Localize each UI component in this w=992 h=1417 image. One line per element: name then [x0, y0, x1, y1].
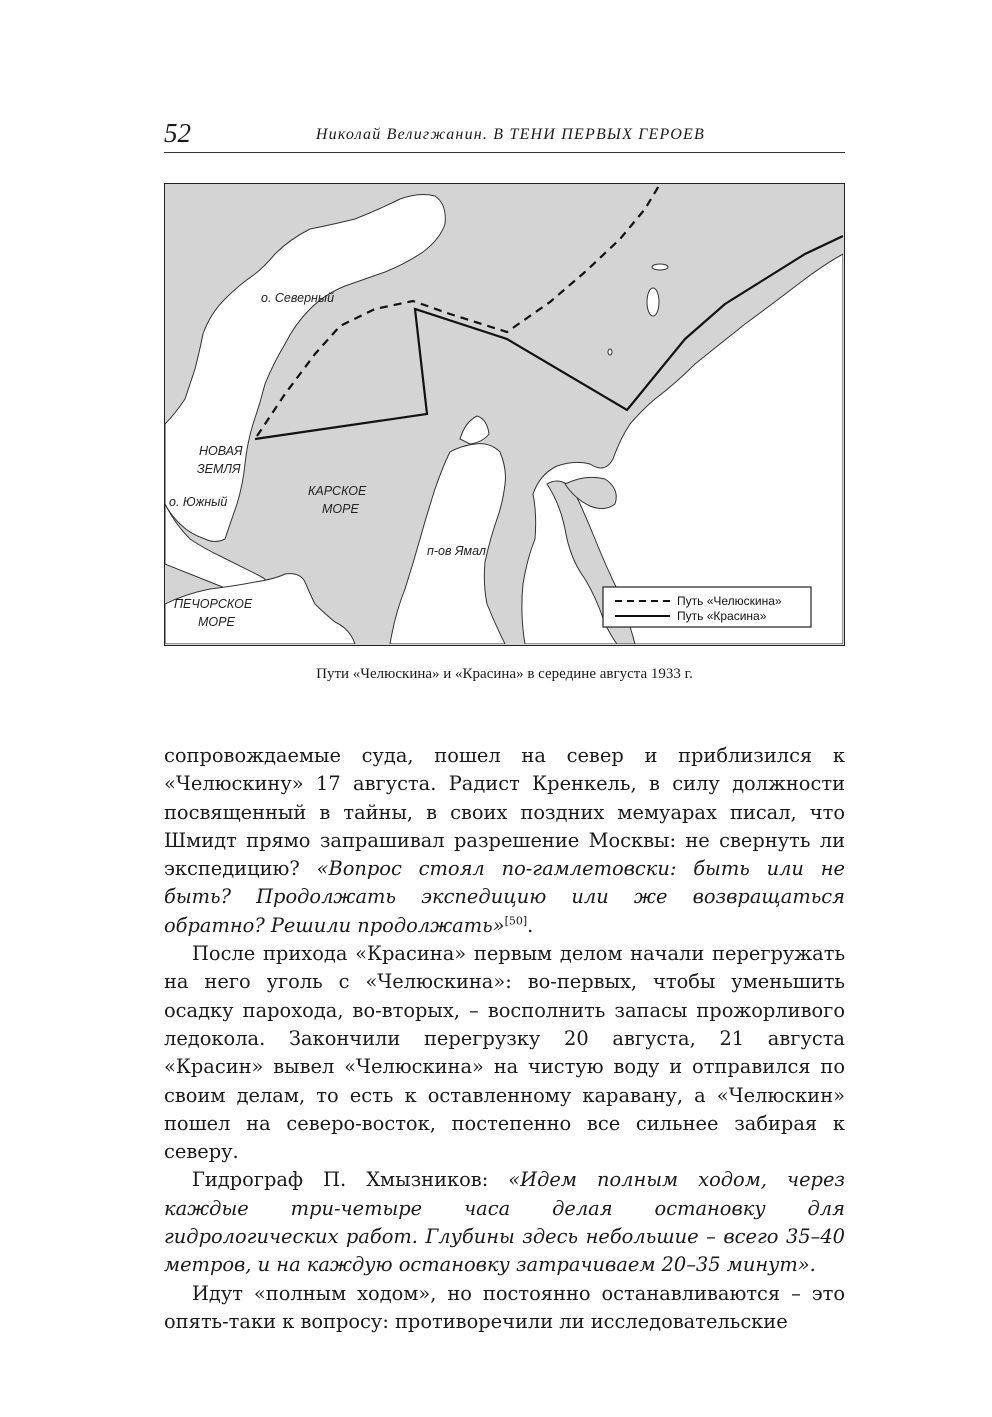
paragraph-2: После прихода «Красина» первым делом начали перегружать на него уголь с «Челюскина»: во-первых, чтобы уменьшить осадку парохода, во-вторых, – восполнить запасы прожорливого ледокола. Закончили перегрузку 20 августа, 21 августа «Красин» вывел «Челюскина» на чистую воду и отправился по своим делам, то есть к оставленному каравану, а «Челюскин» пошел на северо-восток, постепенно все сильнее забирая к северу.: [164, 942, 845, 1164]
island-3: [608, 349, 612, 355]
label-karskoe-1: КАРСКОЕ: [308, 484, 367, 498]
footnote-ref: [50]: [504, 914, 528, 928]
paragraph-4: Идут «полным ходом», но постоянно останавливаются – это опять-таки к вопросу: противоречили ли исследовательские: [164, 1281, 845, 1333]
label-novaya-2: ЗЕМЛЯ: [197, 462, 241, 476]
page-header: [164, 118, 845, 153]
island-2: [652, 264, 668, 270]
label-pechora-1: ПЕЧОРСКОЕ: [174, 597, 253, 611]
khmyznikov-quote: «Идем полным ходом, через каждые три-четыре часа делая остановку для гидрологических работ. Глубины здесь небольшие – всего 35–40 метров, и на каждую остановку затрачиваем 20–35 минут».: [164, 1168, 846, 1277]
legend-chelyuskin: Путь «Челюскина»: [677, 594, 782, 608]
running-head: Николай Велигжанин. В ТЕНИ ПЕРВЫХ ГЕРОЕВ: [315, 126, 705, 143]
paragraph-1: [164, 742, 845, 940]
paragraph-3: [164, 1166, 845, 1279]
page-number: 52: [164, 118, 191, 148]
map-svg: [165, 184, 843, 644]
paragraph-3-text: Гидрограф П. Хмызников:: [192, 1168, 509, 1192]
label-pechora-2: МОРЕ: [198, 615, 235, 629]
map-legend: [603, 587, 811, 627]
route-map: [164, 183, 845, 646]
figure-caption: Пути «Челюскина» и «Красина» в середине августа 1933 г.: [316, 666, 693, 682]
label-yuzhny: о. Южный: [169, 495, 228, 509]
island-1: [647, 288, 659, 316]
label-severny: о. Северный: [261, 291, 335, 305]
paragraph-1-text: сопровождаемые суда, пошел на север и приблизился к «Челюскину» 17 августа. Радист Кренкель, в силу должности посвященный в тайны, в своих поздних мемуарах писал, что Шмидт прямо запрашивал разрешение Москвы: не свернуть ли экспедицию?: [164, 744, 845, 881]
label-novaya-1: НОВАЯ: [199, 444, 243, 458]
label-yamal: п-ов Ямал: [427, 544, 486, 558]
krenkel-quote: «Вопрос стоял по-гамлетовски: быть или не быть? Продолжать экспедицию или же возвращаться обратно? Решили продолжать»: [164, 857, 846, 937]
label-karskoe-2: МОРЕ: [322, 502, 359, 516]
paragraph-1-end: .: [527, 913, 534, 937]
body-text: [164, 742, 845, 1336]
legend-krasin: Путь «Красина»: [677, 609, 767, 623]
